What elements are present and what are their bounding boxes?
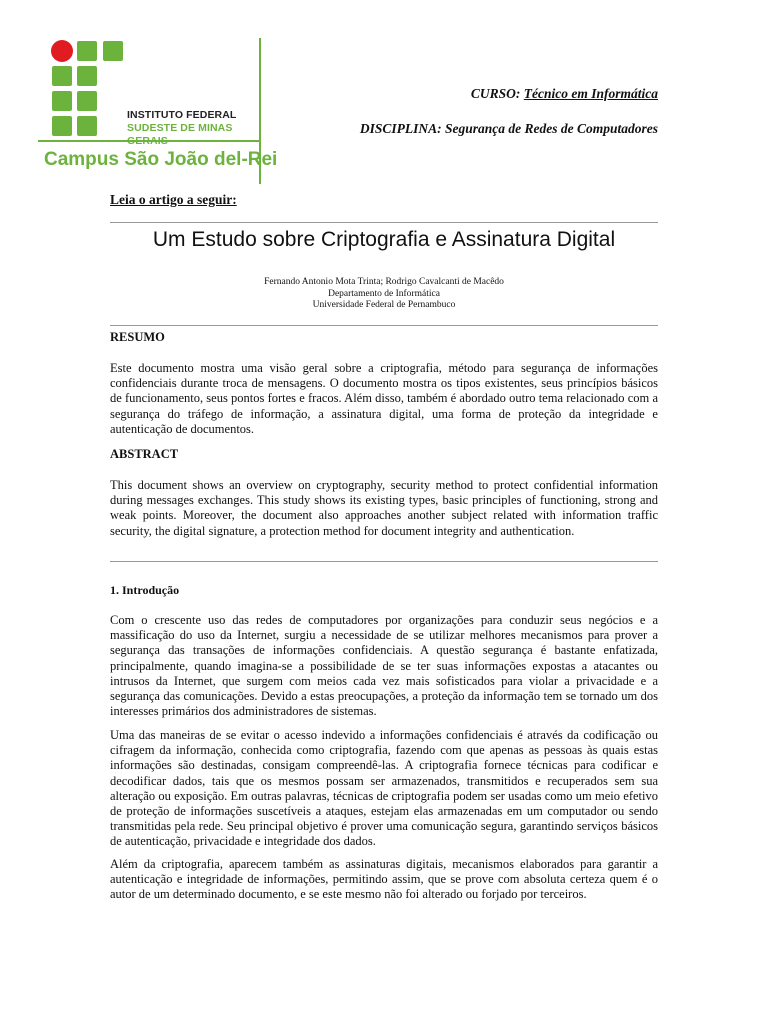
logo-institute-line1: INSTITUTO FEDERAL xyxy=(127,109,237,121)
logo-square xyxy=(52,91,72,111)
course-value: Técnico em Informática xyxy=(523,86,658,101)
intro-paragraph-1: Com o crescente uso das redes de computadores por organizações para conduzir seus negócios e a massificação do uso da Internet, surgiu a necessidade de se utilizar melhores mecanismos para prover a segurança das transações de informações confidenciais. A questão segurança é bastante enfatizada, principalmente, quando imagina-se a possibilidade de se ter suas informações expostas a atacantes ou intrusos da Internet, que surgem com meios cada vez mais sofisticados para violar a privacidade e a segurança das comunicações. Devido a estas preocupações, a proteção da informação tem se tornado um dos interesses primários dos administradores de sistemas. xyxy=(110,613,658,719)
course-line xyxy=(471,86,658,102)
divider xyxy=(110,325,658,326)
resumo-heading: RESUMO xyxy=(110,330,165,344)
article-byline xyxy=(110,277,658,312)
logo-square xyxy=(77,41,97,61)
article-authors: Fernando Antonio Mota Trinta; Rodrigo Cavalcanti de Macêdo xyxy=(264,277,504,287)
logo-campus-name: Campus São João del-Rei xyxy=(44,149,278,170)
logo-square xyxy=(103,41,123,61)
logo-institute-line2: SUDESTE DE MINAS xyxy=(127,122,233,134)
logo-institute-name xyxy=(127,109,268,148)
intro-paragraph-2: Uma das maneiras de se evitar o acesso indevido a informações confidenciais é através da codificação ou cifragem da informação, conhecida como criptografia, fazendo com que apenas as pessoas às quais estas informações são destinadas, consigam compreendê-las. A criptografia fornece técnicas para codificar e decodificar dados, tais que os mesmos possam ser armazenados, transmitidos e recuperados sem sua alteração ou exposição. Em outras palavras, técnicas de criptografia podem ser usadas como um meio efetivo de proteção de informações suscetíveis a ataques, estejam elas armazenadas em um computador ou sendo transmitidas pela rede. Seu principal objetivo é prover uma comunicação segura, garantindo serviços básicos de autenticação, privacidade e integridade dos dados. xyxy=(110,728,658,849)
logo-square xyxy=(52,116,72,136)
logo-square xyxy=(77,91,97,111)
logo-square xyxy=(52,66,72,86)
logo-square xyxy=(77,66,97,86)
divider xyxy=(110,561,658,562)
logo-squares xyxy=(52,40,132,140)
abstract-heading: ABSTRACT xyxy=(110,447,179,461)
logo-square xyxy=(77,116,97,136)
intro-heading: 1. Introdução xyxy=(110,583,180,597)
instruction-text: Leia o artigo a seguir: xyxy=(110,192,237,207)
abstract-paragraph: This document shows an overview on cryptography, security method to protect confidential information during messages exchanges. This study shows its existing types, basic principles of functioning, strong and weak points. Moreover, the document also approaches another subject related with information traffic security, the digital signature, a protection method for document integrity and authentication. xyxy=(110,478,658,538)
course-label: CURSO: xyxy=(470,86,524,101)
logo-divider-horizontal xyxy=(38,140,260,142)
resumo-paragraph: Este documento mostra uma visão geral sobre a criptografia, método para segurança de informações confidenciais durante troca de mensagens. O documento mostra os tipos existentes, seus princípios básicos de funcionamento, seus pontos fortes e fracos. Além disso, também é abordado outro tema relacionado com a segurança do tráfego de informação, a assinatura digital, uma forma de proteção da integridade e autenticação de documentos. xyxy=(110,361,658,436)
logo-red-dot xyxy=(51,40,73,62)
article-department: Departamento de Informática xyxy=(328,288,440,299)
divider xyxy=(110,222,658,223)
intro-paragraph-3: Além da criptografia, aparecem também as assinaturas digitais, mecanismos elaborados para garantir a autenticação e integridade de informações, permitindo assim, que se prove com absoluta certeza quem é o autor de um determinado documento, e se este mesmo não foi alterado ou forjado por terceiros. xyxy=(110,857,658,902)
article-university: Universidade Federal de Pernambuco xyxy=(312,300,456,310)
institute-logo xyxy=(38,38,278,188)
discipline-line: DISCIPLINA: Segurança de Redes de Computadores xyxy=(359,121,658,136)
article-title: Um Estudo sobre Criptografia e Assinatura Digital xyxy=(152,228,616,251)
